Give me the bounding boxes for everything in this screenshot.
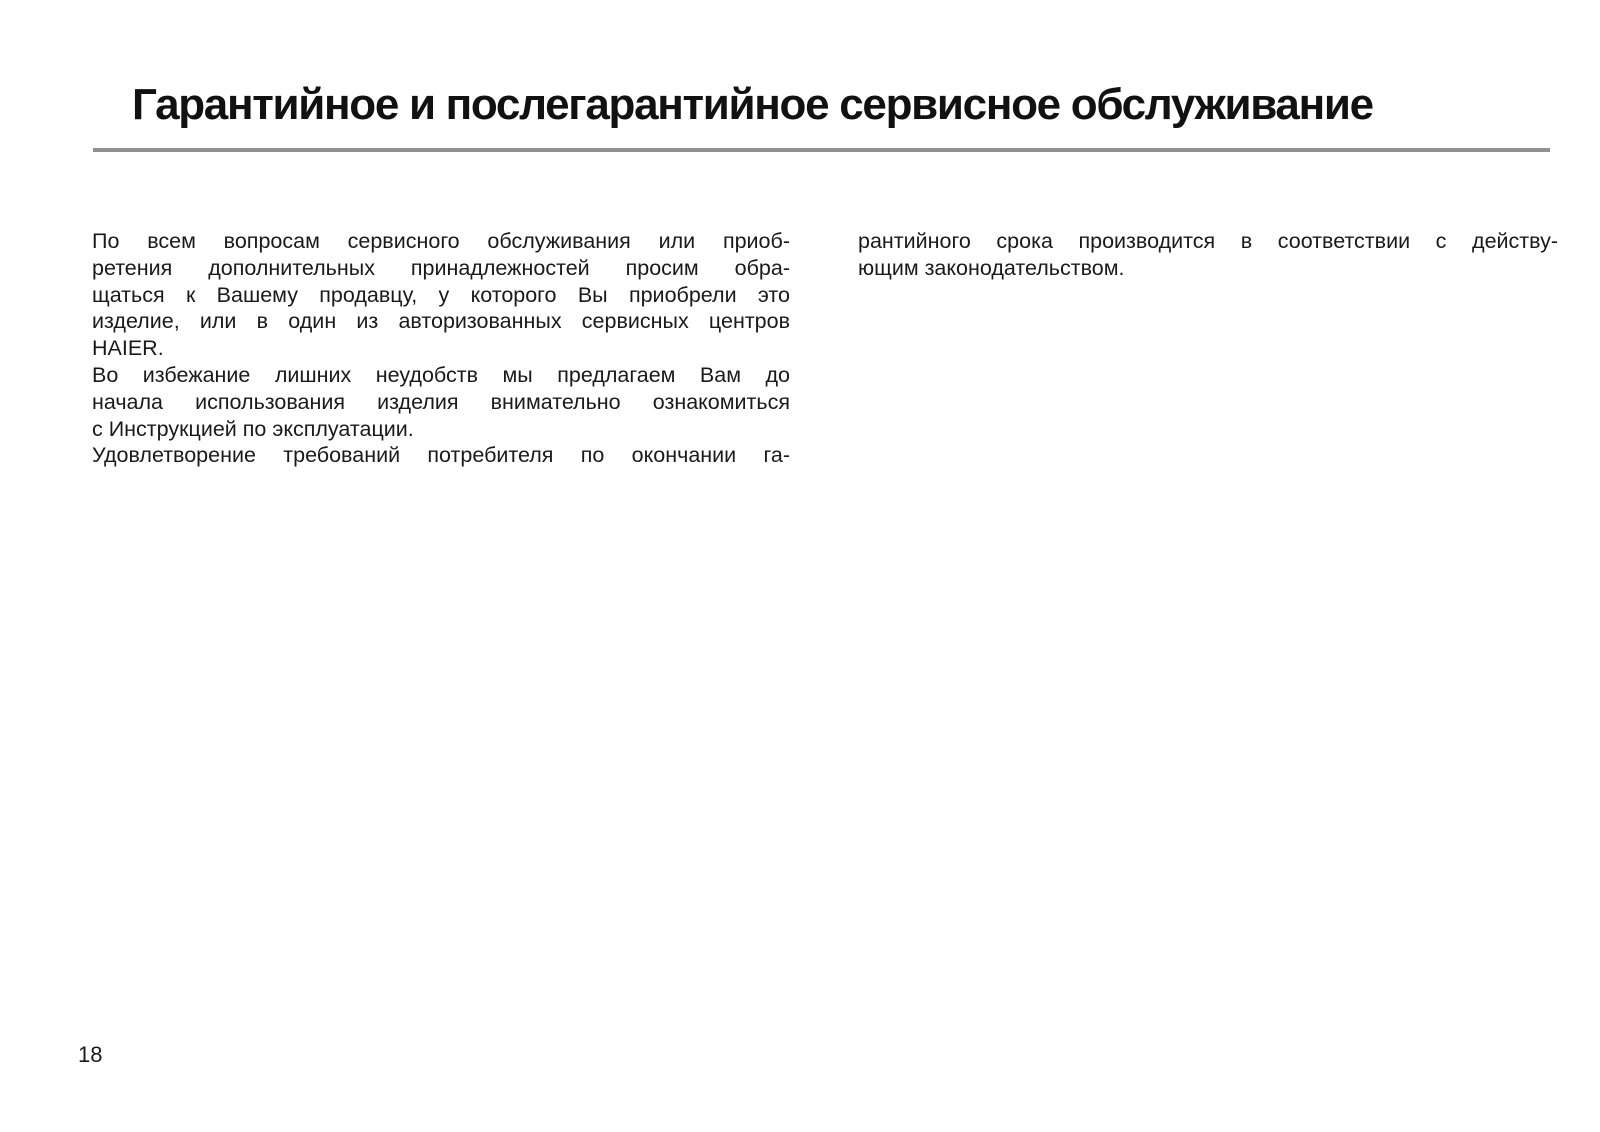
text-line: с Инструкцией по эксплуатации.: [92, 416, 414, 441]
page-title: Гарантийное и послегарантийное сервисное обслуживание: [132, 80, 1373, 129]
text-line: ретения дополнительных принадлежностей просим обра-: [92, 255, 790, 280]
text-line: По всем вопросам сервисного обслуживания или приоб-: [92, 229, 790, 253]
text-line: рантийного срока производится в соответствии с действу-: [858, 229, 1558, 253]
text-line: начала использования изделия внимательно ознакомиться: [92, 389, 790, 414]
text-line: изделие, или в один из авторизованных сервисных центров: [92, 309, 790, 334]
page-number: 18: [78, 1042, 103, 1067]
text-line: Во избежание лишних неудобств мы предлагаем Вам до: [92, 362, 790, 387]
title-divider: [93, 148, 1550, 152]
left-text-column: [92, 228, 790, 469]
right-text-column: [858, 228, 1558, 282]
text-line: ющим законодательством.: [858, 255, 1125, 280]
text-line: HAIER.: [92, 336, 164, 361]
text-line: Удовлетворение требований потребителя по окончании га-: [92, 443, 790, 468]
text-line: щаться к Вашему продавцу, у которого Вы приобрели это: [92, 282, 790, 307]
